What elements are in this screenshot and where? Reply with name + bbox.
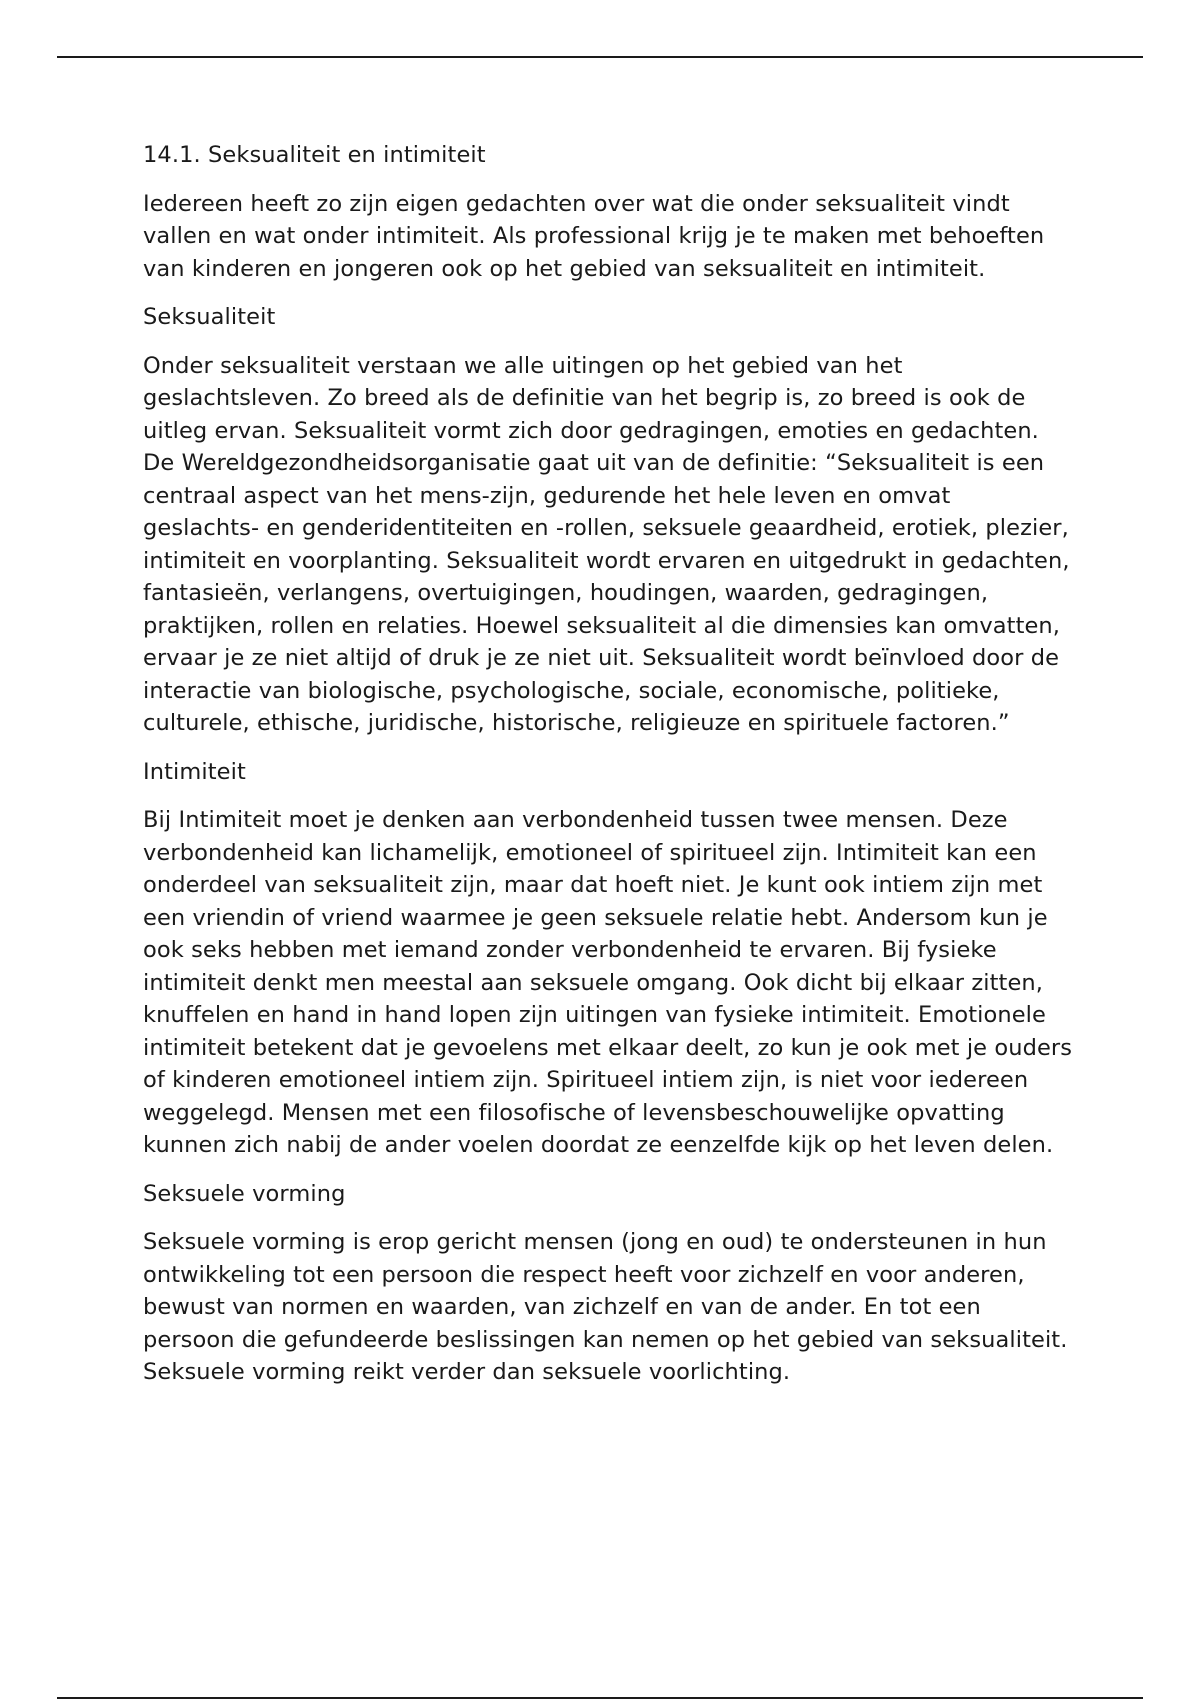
heading-intimiteit: Intimiteit (143, 758, 246, 785)
document-body (143, 139, 1073, 1405)
section-title: 14.1. Seksualiteit en intimiteit (143, 142, 486, 168)
heading-seksualiteit: Seksualiteit (143, 304, 276, 330)
footer-rule (57, 1697, 1143, 1699)
paragraph-intimiteit: Bij Intimiteit moet je denken aan verbondenheid tussen twee mensen. Deze verbondenheid kan lichamelijk, emotioneel of spiritueel zijn. Intimiteit kan een onderdeel van seksualiteit zijn, maar dat hoeft niet. Je kunt ook intiem zijn met een vriendin of vriend waarmee je geen seksuele relatie hebt. Andersom kun je ook seks hebben met iemand zonder verbondenheid te ervaren. Bij fysieke intimiteit denkt men meestal aan seksuele omgang. Ook dicht bij elkaar zitten, knuffelen en hand in hand lopen zijn uitingen van fysieke intimiteit. Emotionele intimiteit betekent dat je gevoelens met elkaar deelt, zo kun je ook met je ouders of kinderen emotioneel intiem zijn. Spiritueel intiem zijn, is niet voor iedereen weggelegd. Mensen met een filosofische of levensbeschouwelijke opvatting kunnen zich nabij de ander voelen doordat ze eenzelfde kijk op het leven delen. (143, 807, 1073, 1158)
paragraph-seksuele-vorming: Seksuele vorming is erop gericht mensen (jong en oud) te ondersteunen in hun ontwikkeling tot een persoon die respect heeft voor zichzelf en voor anderen, bewust van normen en waarden, van zichzelf en van de ander. En tot een persoon die gefundeerde beslissingen kan nemen op het gebied van seksualiteit. Seksuele vorming reikt verder dan seksuele voorlichting. (143, 1229, 1068, 1385)
paragraph-seksualiteit: Onder seksualiteit verstaan we alle uitingen op het gebied van het geslachtsleven. Zo breed als de definitie van het begrip is, zo breed is ook de uitleg ervan. Seksualiteit vormt zich door gedragingen, emoties en gedachten. De Wereldgezondheidsorganisatie gaat uit van de definitie: “Seksualiteit is een centraal aspect van het mens-zijn, gedurende het hele leven en omvat geslachts- en genderidentiteiten en -rollen, seksuele geaardheid, erotiek, plezier, intimiteit en voorplanting. Seksualiteit wordt ervaren en uitgedrukt in gedachten, fantasieën, verlangens, overtuigingen, houdingen, waarden, gedragingen, praktijken, rollen en relaties. Hoewel seksualiteit al die dimensies kan omvatten, ervaar je ze niet altijd of druk je ze niet uit. Seksualiteit wordt beïnvloed door de interactie van biologische, psychologische, sociale, economische, politieke, culturele, ethische, juridische, historische, religieuze en spirituele factoren.” (143, 352, 1070, 736)
heading-seksuele-vorming: Seksuele vorming (143, 1180, 346, 1207)
intro-paragraph: Iedereen heeft zo zijn eigen gedachten over wat die onder seksualiteit vindt vallen en wat onder intimiteit. Als professional krijg je te maken met behoeften van kinderen en jongeren ook op het gebied van seksualiteit en intimiteit. (143, 190, 1045, 282)
header-rule (57, 56, 1143, 58)
